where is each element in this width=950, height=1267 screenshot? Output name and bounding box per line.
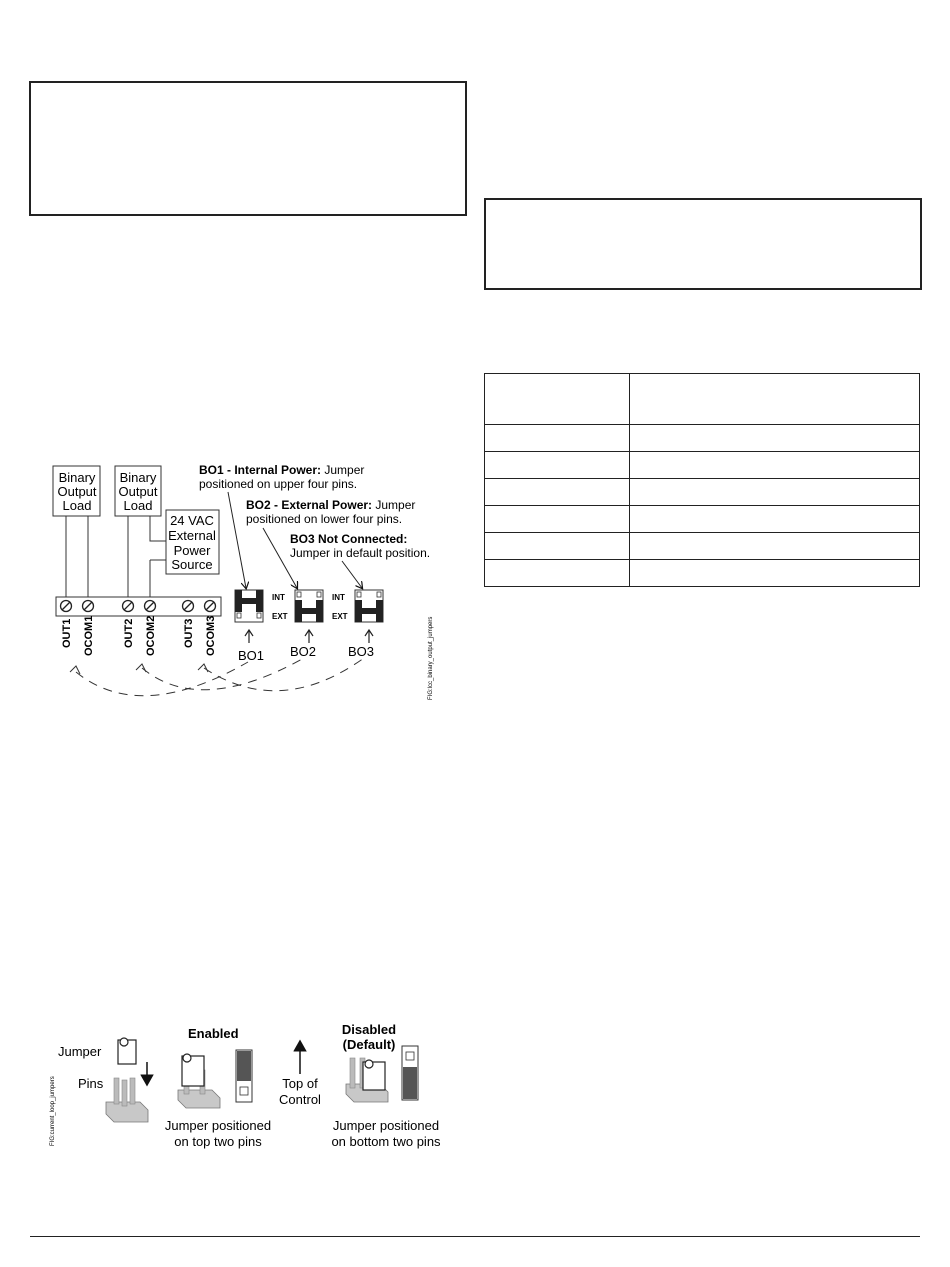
table-header-row [485,374,920,425]
note-box-left [29,81,467,216]
enabled-jumper-illustration [178,1054,220,1108]
terminal-strip [56,597,221,616]
bo2-note-line2: positioned on lower four pins. [246,512,403,526]
bo1-note-line2: positioned on upper four pins. [199,477,358,491]
wires [66,516,166,598]
table-row [485,506,920,533]
binary-output-load-1 [53,466,100,516]
pins-label: Pins [78,1076,104,1091]
terminal-ocom1: OCOM1 [83,615,95,656]
pins-illustration [106,1038,148,1122]
dashed-correspondence-curves [76,658,364,696]
terminal-ocom2: OCOM2 [145,615,157,656]
note-box-right [484,198,922,290]
top-of-control-line2: Control [279,1092,321,1107]
disabled-caption-line2: on bottom two pins [331,1134,441,1149]
table-row [485,560,920,587]
current-loop-jumper-diagram [0,1015,470,1155]
table-row [485,479,920,506]
power-source-line4: Source [171,557,213,572]
disabled-caption-line1: Jumper positioned [332,1118,440,1133]
terminal-out2: OUT2 [123,618,135,648]
load-2-line3: Load [123,498,153,513]
binary-output-jumper-diagram [0,455,470,705]
jumper-bo1 [235,590,263,643]
bo2-note-line1: BO2 - External Power: Jumper [246,498,416,512]
terminal-out1: OUT1 [61,618,73,648]
int-label-2: INT [332,593,345,602]
disabled-label-line2: (Default) [342,1037,396,1052]
enabled-pin-header-diagram [236,1050,252,1102]
binary-output-load-2 [115,466,161,516]
load-1-line3: Load [62,498,92,513]
terminal-ocom3: OCOM3 [205,615,217,656]
load-1-line1: Binary [58,470,96,485]
power-source-line1: 24 VAC [170,513,214,528]
bo3-note-line2: Jumper in default position. [290,546,431,560]
external-power-source [166,510,219,574]
disabled-pin-header-diagram [402,1046,418,1100]
jumper-bo2 [295,590,323,643]
curve-arrowheads [70,664,208,674]
terminal-labels [61,616,217,656]
jumper-bo3-label: BO3 [348,644,375,659]
footer-rule [30,1236,920,1237]
load-1-line2: Output [57,484,97,499]
table-row [485,452,920,479]
ext-label-1: EXT [272,612,288,621]
load-2-line2: Output [118,484,158,499]
enabled-caption-line1: Jumper positioned [164,1118,272,1133]
terminal-out3: OUT3 [183,618,195,648]
jumper-bo3 [355,590,383,643]
figure-id-current-loop: FIG:current_loop_jumpers [50,1076,56,1146]
ext-label-2: EXT [332,612,348,621]
int-label-1: INT [272,593,285,602]
bo1-note-line1: BO1 - Internal Power: Jumper [199,463,365,477]
disabled-label-line1: Disabled [341,1022,397,1037]
load-2-line1: Binary [119,470,157,485]
disabled-jumper-illustration [346,1058,388,1102]
figure-id-binary-output: FIG:lcc_binary_output_jumpers [428,616,434,700]
enabled-label: Enabled [188,1026,239,1041]
power-source-line2: External [168,528,216,543]
jumper-bo2-label: BO2 [290,644,317,659]
top-of-control-line1: Top of [282,1076,318,1091]
jumper-label: Jumper [58,1044,102,1059]
table-row [485,533,920,560]
power-source-line3: Power [173,543,211,558]
table-row [485,425,920,452]
enabled-caption-line2: on top two pins [174,1134,262,1149]
spec-table [484,373,920,587]
bo3-note-line1: BO3 Not Connected: [290,532,408,546]
jumper-bo1-label: BO1 [238,648,265,663]
